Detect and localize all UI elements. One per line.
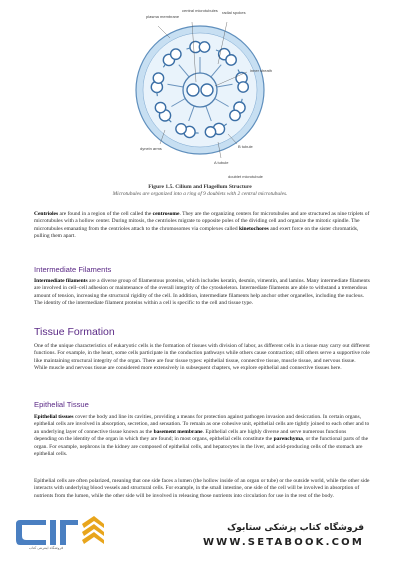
paragraph-tissue-formation: One of the unique characteristics of eukaryotic cells is the formation of tissues with division of labor, as different cells in a tissue may carry out different functions. For example, in the heart, some cells participate in the conduction pathways while others cause contraction; still others serve a supportive role like maintaining structural integrity of the organ. There are four tissue types: epithelial tissue, connective tissue, muscle tissue, and nervous tissue. While muscle and nervous tissue are considered more extensively in subsequent chapters, we explore epithelial and connective tissues here. [34,343,370,372]
cilium-cross-section [100,2,300,182]
label-radial-spokes: radial spokes [222,10,246,15]
leader-plasma [158,26,170,38]
label-plasma-membrane: plasma membrane [146,14,180,19]
central-microtubule-left [187,84,199,96]
text-run: and exert force on the sister chromatids, pulling them apart. [34,225,359,240]
text-run: . They are the organizing centers for microtubules and are structured as nine triplets of microtubules with a hollow center. During mitosis, the centrioles migrate to opposite poles of the dividing cell and organize the mitotic spindle. The microtubules emanating from the centrioles attach to the chromosomes via complexes called [34,211,370,232]
logo-subtitle: فروشگاه اینترنتی کتاب [28,546,64,550]
caption-title: Figure 1.5. Cilium and Flagellum Structure [148,184,252,190]
term-parenchyma: parenchyma [273,436,303,443]
label-central-microtubules: central microtubules [182,8,218,13]
term-epithelial-tissues: Epithelial tissues [34,414,74,420]
b-tubule [238,82,248,92]
dynein-arm [242,99,243,103]
text-run: , or the functional parts of the organ. For example, nephrons in the kidney are composed of epithelial cells, and hepatocytes in the liver, and acid-producing cells of the stomach are epithelial cells. [34,436,369,458]
text-run: cover the body and line its cavities, providing a means for protection against pathogen invasion and desiccation. In certain organs, epithelial cells are involved in absorption, secretion, and sensation. To remain as one cohesive unit, epithelial cells are tightly joined to each other and to an underlying layer of connective tissue known as the [34,414,370,435]
text-run: are a diverse group of filamentous proteins, which includes keratin, desmin, vimentin, and lamins. Many intermediate filaments are involved in cell–cell adhesion or maintenance of the overall integrity of the cytoskeleton. Intermediate filaments are able to withstand a tremendous amount of tension, increasing the structural rigidity of the cell. In addition, intermediate filaments help anchor other organelles, including the nucleus. The identity of the intermediate filament proteins within a cell is specific to the cell and tissue type. [34,278,370,307]
b-tubule [153,73,163,83]
heading-tissue-formation: Tissue Formation [34,326,115,338]
paragraph-intermediate-filaments [34,278,370,308]
b-tubule [226,55,236,65]
shop-title: فروشگاه کتاب پزشکی ستابوک [227,523,364,533]
paragraph-polarized: Epithelial cells are often polarized, meaning that one side faces a lumen (the hollow inside of an organ or tube) or the outside world, while the other side interacts with underlying blood vessels and structural cells. For example, in the small intestine, one side of the cell will be involved in absorption of nutrients from the lumen, while the other side will be involved in releasing those nutrients into circulation for use in the rest of the body. [34,478,370,499]
cilium-diagram [100,2,300,182]
figure-caption [20,184,380,197]
logo-letter-shape [16,520,46,545]
term-intermediate-filaments: Intermediate filaments [34,278,88,284]
caption-subtitle: Microtubules are organized into a ring of 9 doublets with 2 central microtubules. [112,191,288,197]
heading-epithelial-tissue: Epithelial Tissue [34,400,89,409]
b-tubule [230,110,240,120]
text-run: are found in a region of the cell called the [58,211,153,217]
heading-intermediate-filaments: Intermediate Filaments [34,265,112,274]
label-dynein-arms: dynein arms [140,146,162,151]
text-run: . Epithelial cells are highly diverse and serve numerous functions depending on the identity of the organ in which they are found; in most organs, epithelial cells constitute the [34,428,347,443]
label-inner-sheath: inner sheath [250,68,273,73]
label-a-tubule: A tubule [214,160,229,165]
logo-letter-shape-2 [50,520,78,545]
label-b-tubule: B tubule [238,144,253,149]
b-tubule [176,124,186,134]
term-basement-membrane: basement membrane [153,428,203,435]
term-centrioles: Centrioles [34,211,59,217]
b-tubule [205,127,215,137]
label-doublet-microtubule: doublet microtubule [228,174,263,179]
b-tubule [171,49,181,59]
shop-website-link[interactable]: WWW.SETABOOK.COM [202,537,364,548]
paragraph-epithelial-tissue [34,414,370,458]
term-centrosome: centrosome [152,211,180,217]
paragraph-centrioles [34,211,370,241]
term-kinetochores: kinetochores [238,225,269,232]
b-tubule [199,42,209,52]
b-tubule [155,102,165,112]
central-microtubule-right [201,84,213,96]
